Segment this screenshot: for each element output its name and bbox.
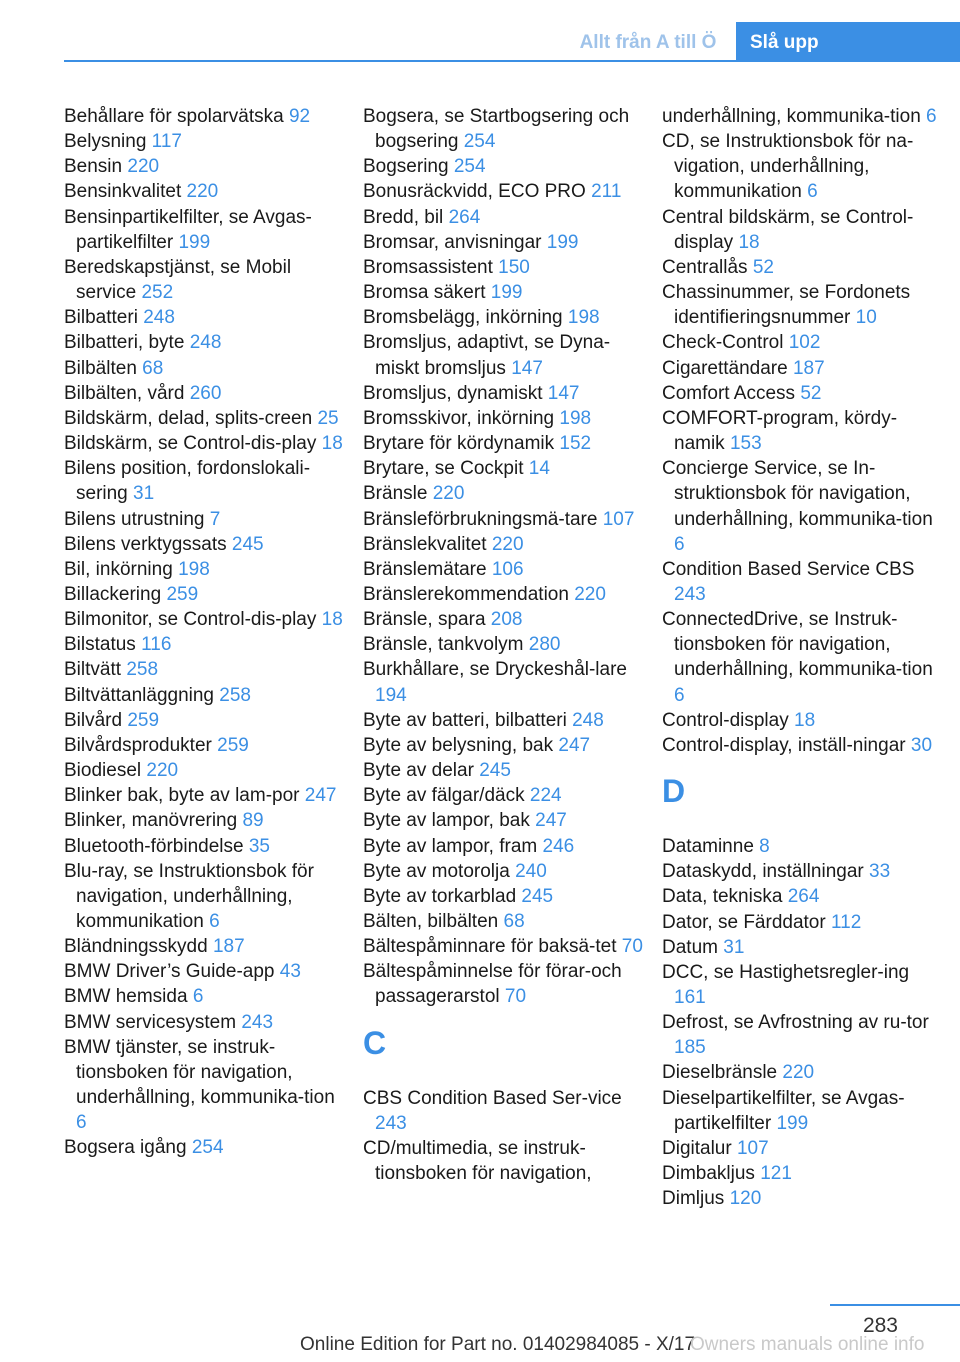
index-term: Bromsar, anvisningar [363, 231, 542, 253]
index-term: Belysning [64, 131, 147, 153]
index-entry [363, 154, 643, 179]
page-reference-link[interactable]: 18 [321, 433, 343, 455]
index-term: Bältespåminnare för baksä-tet [363, 936, 617, 958]
index-term: BMW hemsida [64, 986, 188, 1008]
page-reference-link[interactable]: 260 [189, 382, 222, 404]
index-term: Bilbälten [64, 357, 137, 379]
page-reference-link[interactable]: 247 [535, 810, 567, 832]
page-reference-link[interactable]: 6 [926, 106, 937, 127]
index-entry [662, 859, 942, 884]
page-number: 283 [862, 1314, 898, 1337]
page-reference-link[interactable]: 89 [242, 810, 264, 832]
index-term: Chassinummer, se Fordonets identifieringsnummer [662, 282, 911, 329]
index-entry [363, 230, 643, 255]
page-reference-link[interactable]: 240 [515, 860, 547, 882]
index-term: Bogsera, se Startbogsering och bogsering [363, 106, 630, 153]
index-term: Concierge Service, se In-struktionsbok för navigation, underhållning, kommunika-tion [662, 458, 933, 530]
page-reference-link[interactable]: 243 [674, 583, 706, 605]
index-term: Bromsbelägg, inkörning [363, 307, 563, 329]
page-reference-link[interactable]: 161 [674, 987, 706, 1008]
index-entry [64, 834, 344, 859]
index-entry [662, 1136, 942, 1161]
index-term: Biltvättanläggning [64, 684, 214, 706]
index-entry [64, 1035, 344, 1136]
page-reference-link[interactable]: 247 [558, 734, 591, 756]
page-reference-link[interactable]: 224 [529, 785, 562, 807]
index-term: Blu-ray, se Instruktionsbok för navigation, underhållning, kommunikation [64, 860, 314, 932]
index-term: Bildskärm, se Control-dis-play [64, 433, 317, 455]
watermark-text: Owners manuals online info [690, 1334, 925, 1355]
index-entry [363, 884, 643, 909]
index-entry [64, 808, 344, 833]
index-term: Bluetooth-förbindelse [64, 835, 244, 857]
page-reference-link[interactable]: 198 [567, 307, 600, 329]
index-entry [363, 582, 643, 607]
index-term: Bensin [64, 156, 123, 178]
index-term: Billackering [64, 583, 162, 605]
index-term: Bilbatteri, byte [64, 332, 185, 354]
index-entry [363, 808, 643, 833]
index-term: Control-display, inställ-ningar [662, 734, 906, 756]
page-reference-link[interactable]: 14 [528, 458, 550, 480]
index-term: Dator, se Färddator [662, 911, 826, 933]
page-reference-link[interactable]: 102 [788, 332, 821, 354]
index-entry [64, 859, 344, 934]
index-term: Dataminne [662, 836, 754, 858]
index-entry [363, 507, 643, 532]
index-term: Byte av belysning, bak [363, 734, 554, 756]
index-entry [662, 205, 942, 255]
index-entry [662, 935, 942, 960]
index-term: Brytare, se Cockpit [363, 458, 524, 480]
page-reference-link[interactable]: 280 [528, 634, 561, 656]
index-entry [64, 179, 344, 204]
page-reference-link[interactable]: 254 [463, 131, 496, 153]
index-entry [363, 1086, 643, 1136]
index-term: Bromsljus, dynamiskt [363, 382, 543, 404]
index-entry [363, 733, 643, 758]
index-entry [363, 456, 643, 481]
index-term: Bonusräckvidd, ECO PRO [363, 181, 586, 203]
page-reference-link[interactable]: 220 [491, 533, 524, 555]
index-entry [662, 1186, 942, 1211]
index-term: Bilstatus [64, 634, 136, 656]
page-reference-link[interactable]: 248 [189, 332, 222, 354]
index-term: Bil, inkörning [64, 558, 173, 580]
index-term: CBS Condition Based Ser-vice [363, 1087, 622, 1109]
page-reference-link[interactable]: 70 [621, 936, 643, 958]
index-term: Bränslemätare [363, 558, 487, 580]
page-reference-link[interactable]: 199 [546, 231, 579, 253]
page-reference-link[interactable]: 247 [304, 785, 337, 807]
index-entry [363, 657, 643, 707]
index-entry [662, 280, 942, 330]
index-term: Bilbatteri [64, 307, 138, 329]
index-entry [64, 330, 344, 355]
index-term: Bränsleförbrukningsmä-tare [363, 508, 598, 530]
index-term: Dieselbränsle [662, 1062, 778, 1084]
index-term: Digitalur [662, 1137, 732, 1159]
page-reference-link[interactable]: 33 [869, 861, 891, 883]
index-entry [64, 356, 344, 381]
index-term: Central bildskärm, se Control-display [662, 206, 914, 253]
index-entry [363, 783, 643, 808]
index-column-3 [662, 104, 942, 1211]
index-entry [64, 205, 344, 255]
page-reference-link[interactable]: 107 [602, 508, 635, 530]
index-term: Bensinkvalitet [64, 181, 182, 203]
index-term: BMW servicesystem [64, 1011, 237, 1033]
page-reference-link[interactable]: 208 [490, 609, 523, 631]
page-reference-link[interactable]: 18 [321, 609, 343, 631]
index-term: Burkhållare, se Dryckeshål-lare [363, 659, 627, 681]
page-reference-link[interactable]: 6 [807, 181, 818, 203]
index-term: Control-display [662, 709, 789, 731]
index-entry [363, 1136, 643, 1186]
index-term: Bränsle [363, 483, 428, 505]
page-reference-link[interactable]: 220 [146, 760, 179, 782]
page-reference-link[interactable]: 259 [166, 583, 199, 605]
index-entry [64, 733, 344, 758]
index-entry [662, 330, 942, 355]
index-entry [662, 1086, 942, 1136]
page-reference-link[interactable]: 35 [248, 835, 270, 857]
index-entry [64, 607, 344, 632]
section-letter: D [662, 773, 686, 810]
index-entry [662, 884, 942, 909]
index-entry [64, 381, 344, 406]
index-entry [64, 582, 344, 607]
index-entry [363, 179, 643, 204]
index-entry [363, 859, 643, 884]
page-reference-link[interactable]: 92 [288, 106, 311, 127]
page-reference-link[interactable]: 220 [432, 483, 465, 505]
index-term: Bländningsskydd [64, 936, 208, 958]
index-entry [64, 456, 344, 506]
index-entry [363, 959, 643, 1009]
index-term: Bildskärm, delad, splits-creen [64, 407, 313, 429]
index-term: Bältespåminnelse för förar-och passagerarstol [363, 961, 622, 1008]
page-reference-link[interactable]: 7 [209, 508, 221, 530]
tab-allt-fran-a-till-o[interactable]: Allt från A till Ö [579, 32, 717, 53]
index-entry [64, 532, 344, 557]
index-entry [662, 960, 942, 1010]
page-reference-link[interactable]: 18 [738, 231, 760, 253]
index-term: Byte av fälgar/däck [363, 785, 525, 807]
index-entry [662, 1161, 942, 1186]
index-term: Byte av lampor, bak [363, 810, 530, 832]
index-entry [662, 834, 942, 859]
page-reference-link[interactable]: 107 [736, 1137, 769, 1159]
index-entry [363, 330, 643, 380]
page-reference-link[interactable]: 243 [241, 1011, 274, 1033]
index-entry [363, 708, 643, 733]
page-reference-link[interactable]: 116 [141, 634, 172, 656]
page-reference-link[interactable]: 264 [787, 886, 820, 908]
index-entry [662, 733, 942, 758]
index-entry [64, 959, 344, 984]
page-reference-link[interactable]: 187 [792, 357, 825, 379]
index-term: Bredd, bil [363, 206, 444, 228]
page-reference-link[interactable]: 194 [375, 684, 407, 706]
page-reference-link[interactable]: 245 [521, 885, 554, 907]
index-term: Bromsljus, adaptivt, se Dyna-miskt bromsljus [363, 332, 611, 379]
page-reference-link[interactable]: 43 [279, 961, 301, 983]
index-entry [363, 607, 643, 632]
index-entry [662, 356, 942, 381]
index-entry [64, 1010, 344, 1035]
index-term: Bränsle, spara [363, 609, 486, 631]
page-reference-link[interactable]: 112 [830, 911, 862, 933]
index-term: Bilens utrustning [64, 508, 205, 530]
page-reference-link[interactable]: 198 [178, 558, 210, 580]
index-term: COMFORT-program, kördy-namik [662, 407, 898, 455]
index-entry [363, 255, 643, 280]
index-entry [363, 532, 643, 557]
index-entry [363, 758, 643, 783]
index-entry [662, 104, 942, 129]
index-entry [64, 758, 344, 783]
index-term: Condition Based Service CBS [662, 558, 915, 580]
page-reference-link[interactable]: 248 [572, 709, 604, 731]
index-entry [64, 129, 344, 154]
index-term: Beredskapstjänst, se Mobil service [64, 256, 292, 304]
index-term: Bensinpartikelfilter, se Avgas-partikelfilter [64, 206, 312, 253]
index-entry [662, 456, 942, 557]
page-reference-link[interactable]: 258 [219, 684, 251, 706]
index-entry [64, 657, 344, 682]
index-term: CD/multimedia, se instruk-tionsboken för navigation, [363, 1137, 592, 1185]
index-entry [363, 632, 643, 657]
index-entry [662, 557, 942, 607]
footer-rule [830, 1304, 960, 1306]
index-entry [363, 205, 643, 230]
index-column-1 [64, 104, 344, 1161]
page-reference-link[interactable]: 187 [212, 936, 245, 958]
index-term: Cigarettändare [662, 357, 788, 379]
index-entry [64, 783, 344, 808]
page-reference-link[interactable]: 220 [782, 1062, 815, 1084]
index-entry [662, 381, 942, 406]
index-entry [64, 104, 344, 129]
index-entry [64, 934, 344, 959]
index-term: Brytare för kördynamik [363, 433, 555, 455]
index-entry [363, 834, 643, 859]
index-entry [363, 909, 643, 934]
index-entry [363, 431, 643, 456]
page-reference-link[interactable]: 211 [591, 181, 622, 203]
index-term: Blinker, manövrering [64, 810, 238, 832]
page-reference-link[interactable]: 8 [759, 836, 770, 858]
index-entry [64, 507, 344, 532]
index-entry [662, 406, 942, 456]
index-entry [662, 910, 942, 935]
page-reference-link[interactable]: 259 [217, 734, 249, 756]
index-term: Bogsering [363, 156, 449, 178]
index-entry [64, 1135, 344, 1160]
index-term: Biltvätt [64, 659, 122, 681]
page-reference-link[interactable]: 6 [192, 986, 204, 1008]
index-term: Data, tekniska [662, 886, 783, 908]
page-reference-link[interactable]: 68 [503, 911, 525, 932]
index-entry [363, 406, 643, 431]
page-reference-link[interactable]: 121 [760, 1163, 792, 1185]
index-term: Byte av batteri, bilbatteri [363, 709, 567, 731]
index-entry [64, 683, 344, 708]
page-reference-link[interactable]: 198 [559, 407, 592, 429]
index-term: Bilens position, fordonslokali-sering [64, 458, 311, 505]
index-term: Bränslekvalitet [363, 533, 487, 555]
index-entry [64, 406, 344, 431]
index-entry [363, 280, 643, 305]
page-reference-link[interactable]: 152 [559, 433, 592, 455]
index-term: Bromsskivor, inkörning [363, 407, 555, 429]
page-reference-link[interactable]: 264 [448, 206, 481, 228]
page-reference-link[interactable]: 243 [375, 1112, 407, 1134]
page-reference-link[interactable]: 258 [126, 659, 159, 681]
section-letter: C [363, 1024, 387, 1061]
index-entry [64, 255, 344, 305]
page-reference-link[interactable]: 52 [752, 256, 774, 278]
page-reference-link[interactable]: 147 [511, 357, 543, 379]
page-reference-link[interactable]: 52 [800, 382, 822, 404]
index-term: BMW tjänster, se instruk-tionsboken för navigation, underhållning, kommunika-tion [64, 1036, 335, 1109]
page-reference-link[interactable]: 248 [143, 307, 175, 329]
page-reference-link[interactable]: 117 [151, 131, 182, 153]
index-term: Check-Control [662, 332, 784, 354]
page-reference-link[interactable]: 153 [729, 433, 762, 455]
page-reference-link[interactable]: 120 [729, 1188, 762, 1210]
index-term: Bilvårdsprodukter [64, 734, 212, 756]
page-reference-link[interactable]: 68 [142, 357, 164, 379]
page-reference-link[interactable]: 254 [191, 1137, 224, 1159]
index-term: Bränslerekommendation [363, 583, 569, 605]
page-reference-link[interactable]: 259 [127, 709, 160, 731]
page-reference-link[interactable]: 252 [141, 282, 174, 304]
index-term: Datum [662, 936, 718, 958]
index-entry [363, 557, 643, 582]
page-reference-link[interactable]: 106 [491, 558, 524, 580]
page-reference-link[interactable]: 70 [504, 986, 527, 1008]
page-reference-link[interactable]: 25 [317, 407, 339, 429]
index-entry [64, 154, 344, 179]
index-term: Bogsera igång [64, 1137, 187, 1159]
index-entry [662, 607, 942, 708]
page-reference-link[interactable]: 220 [574, 583, 606, 605]
page-reference-link[interactable]: 6 [209, 911, 220, 932]
page-reference-link[interactable]: 185 [674, 1037, 706, 1059]
index-term: Defrost, se Avfrostning av ru-tor [662, 1012, 929, 1034]
index-entry [662, 708, 942, 733]
index-entry [64, 431, 344, 456]
index-term: Byte av motorolja [363, 860, 510, 882]
page-reference-link[interactable]: 199 [178, 231, 211, 253]
index-term: CD, se Instruktionsbok för na-vigation, underhållning, kommunikation [662, 131, 914, 203]
page-reference-link[interactable]: 31 [723, 936, 745, 958]
index-term: Behållare för spolarvätska [64, 106, 284, 127]
index-term: Bilens verktygssats [64, 533, 227, 555]
index-term: Bilbälten, vård [64, 382, 185, 404]
page-reference-link[interactable]: 220 [127, 156, 160, 178]
edition-text: Online Edition for Part no. 01402984085 - X/17 [300, 1334, 696, 1355]
page-reference-link[interactable]: 254 [453, 156, 486, 178]
page-reference-link[interactable]: 6 [674, 684, 685, 706]
page-reference-link[interactable]: 18 [794, 709, 816, 731]
page-reference-link[interactable]: 199 [490, 282, 523, 304]
page-reference-link[interactable]: 10 [855, 307, 877, 329]
index-term: Bromsa säkert [363, 282, 486, 304]
index-term: Bränsle, tankvolym [363, 634, 524, 656]
index-term: Dieselpartikelfilter, se Avgas-partikelfilter [662, 1087, 905, 1134]
index-entry [64, 632, 344, 657]
index-entry [64, 984, 344, 1009]
index-column-2 [363, 104, 643, 1186]
index-term: Bälten, bilbälten [363, 911, 499, 932]
index-entry [363, 934, 643, 959]
index-term: BMW Driver’s Guide-app [64, 961, 275, 983]
index-entry [662, 255, 942, 280]
index-entry [363, 104, 643, 154]
index-entry [662, 129, 942, 204]
page-reference-link[interactable]: 150 [498, 256, 530, 278]
index-entry [363, 305, 643, 330]
index-term: underhållning, kommunika-tion [662, 106, 921, 127]
index-term: Comfort Access [662, 382, 796, 404]
page-reference-link[interactable]: 6 [76, 1112, 87, 1134]
index-entry [662, 1010, 942, 1060]
page-reference-link[interactable]: 6 [674, 533, 685, 555]
page-reference-link[interactable]: 220 [186, 181, 219, 203]
page-reference-link[interactable]: 246 [542, 835, 575, 857]
index-term: ConnectedDrive, se Instruk-tionsboken för navigation, underhållning, kommunika-tion [662, 609, 933, 681]
index-term: Dataskydd, inställningar [662, 861, 864, 883]
page-reference-link[interactable]: 31 [133, 483, 155, 505]
index-term: Bromsassistent [363, 256, 493, 278]
index-term: Byte av torkarblad [363, 885, 517, 907]
page-reference-link[interactable]: 147 [547, 382, 580, 404]
index-term: Centrallås [662, 256, 748, 278]
index-entry [662, 1060, 942, 1085]
index-term: Byte av lampor, fram [363, 835, 538, 857]
tab-sla-upp[interactable]: Slå upp [736, 22, 960, 62]
page-reference-link[interactable]: 245 [231, 533, 264, 555]
page-reference-link[interactable]: 199 [776, 1112, 809, 1134]
index-term: Dimbakljus [662, 1163, 755, 1185]
index-term: Bilvård [64, 709, 123, 731]
index-term: Byte av delar [363, 760, 474, 782]
index-entry [64, 557, 344, 582]
index-term: Biodiesel [64, 760, 142, 782]
index-entry [64, 708, 344, 733]
page-reference-link[interactable]: 30 [910, 734, 933, 756]
index-entry [64, 305, 344, 330]
index-term: Bilmonitor, se Control-dis-play [64, 609, 317, 631]
page-reference-link[interactable]: 245 [479, 760, 511, 782]
index-entry [363, 381, 643, 406]
index-term: Dimljus [662, 1188, 725, 1210]
index-term: Blinker bak, byte av lam-por [64, 785, 300, 807]
index-term: DCC, se Hastighetsregler-ing [662, 961, 910, 983]
index-entry [363, 481, 643, 506]
